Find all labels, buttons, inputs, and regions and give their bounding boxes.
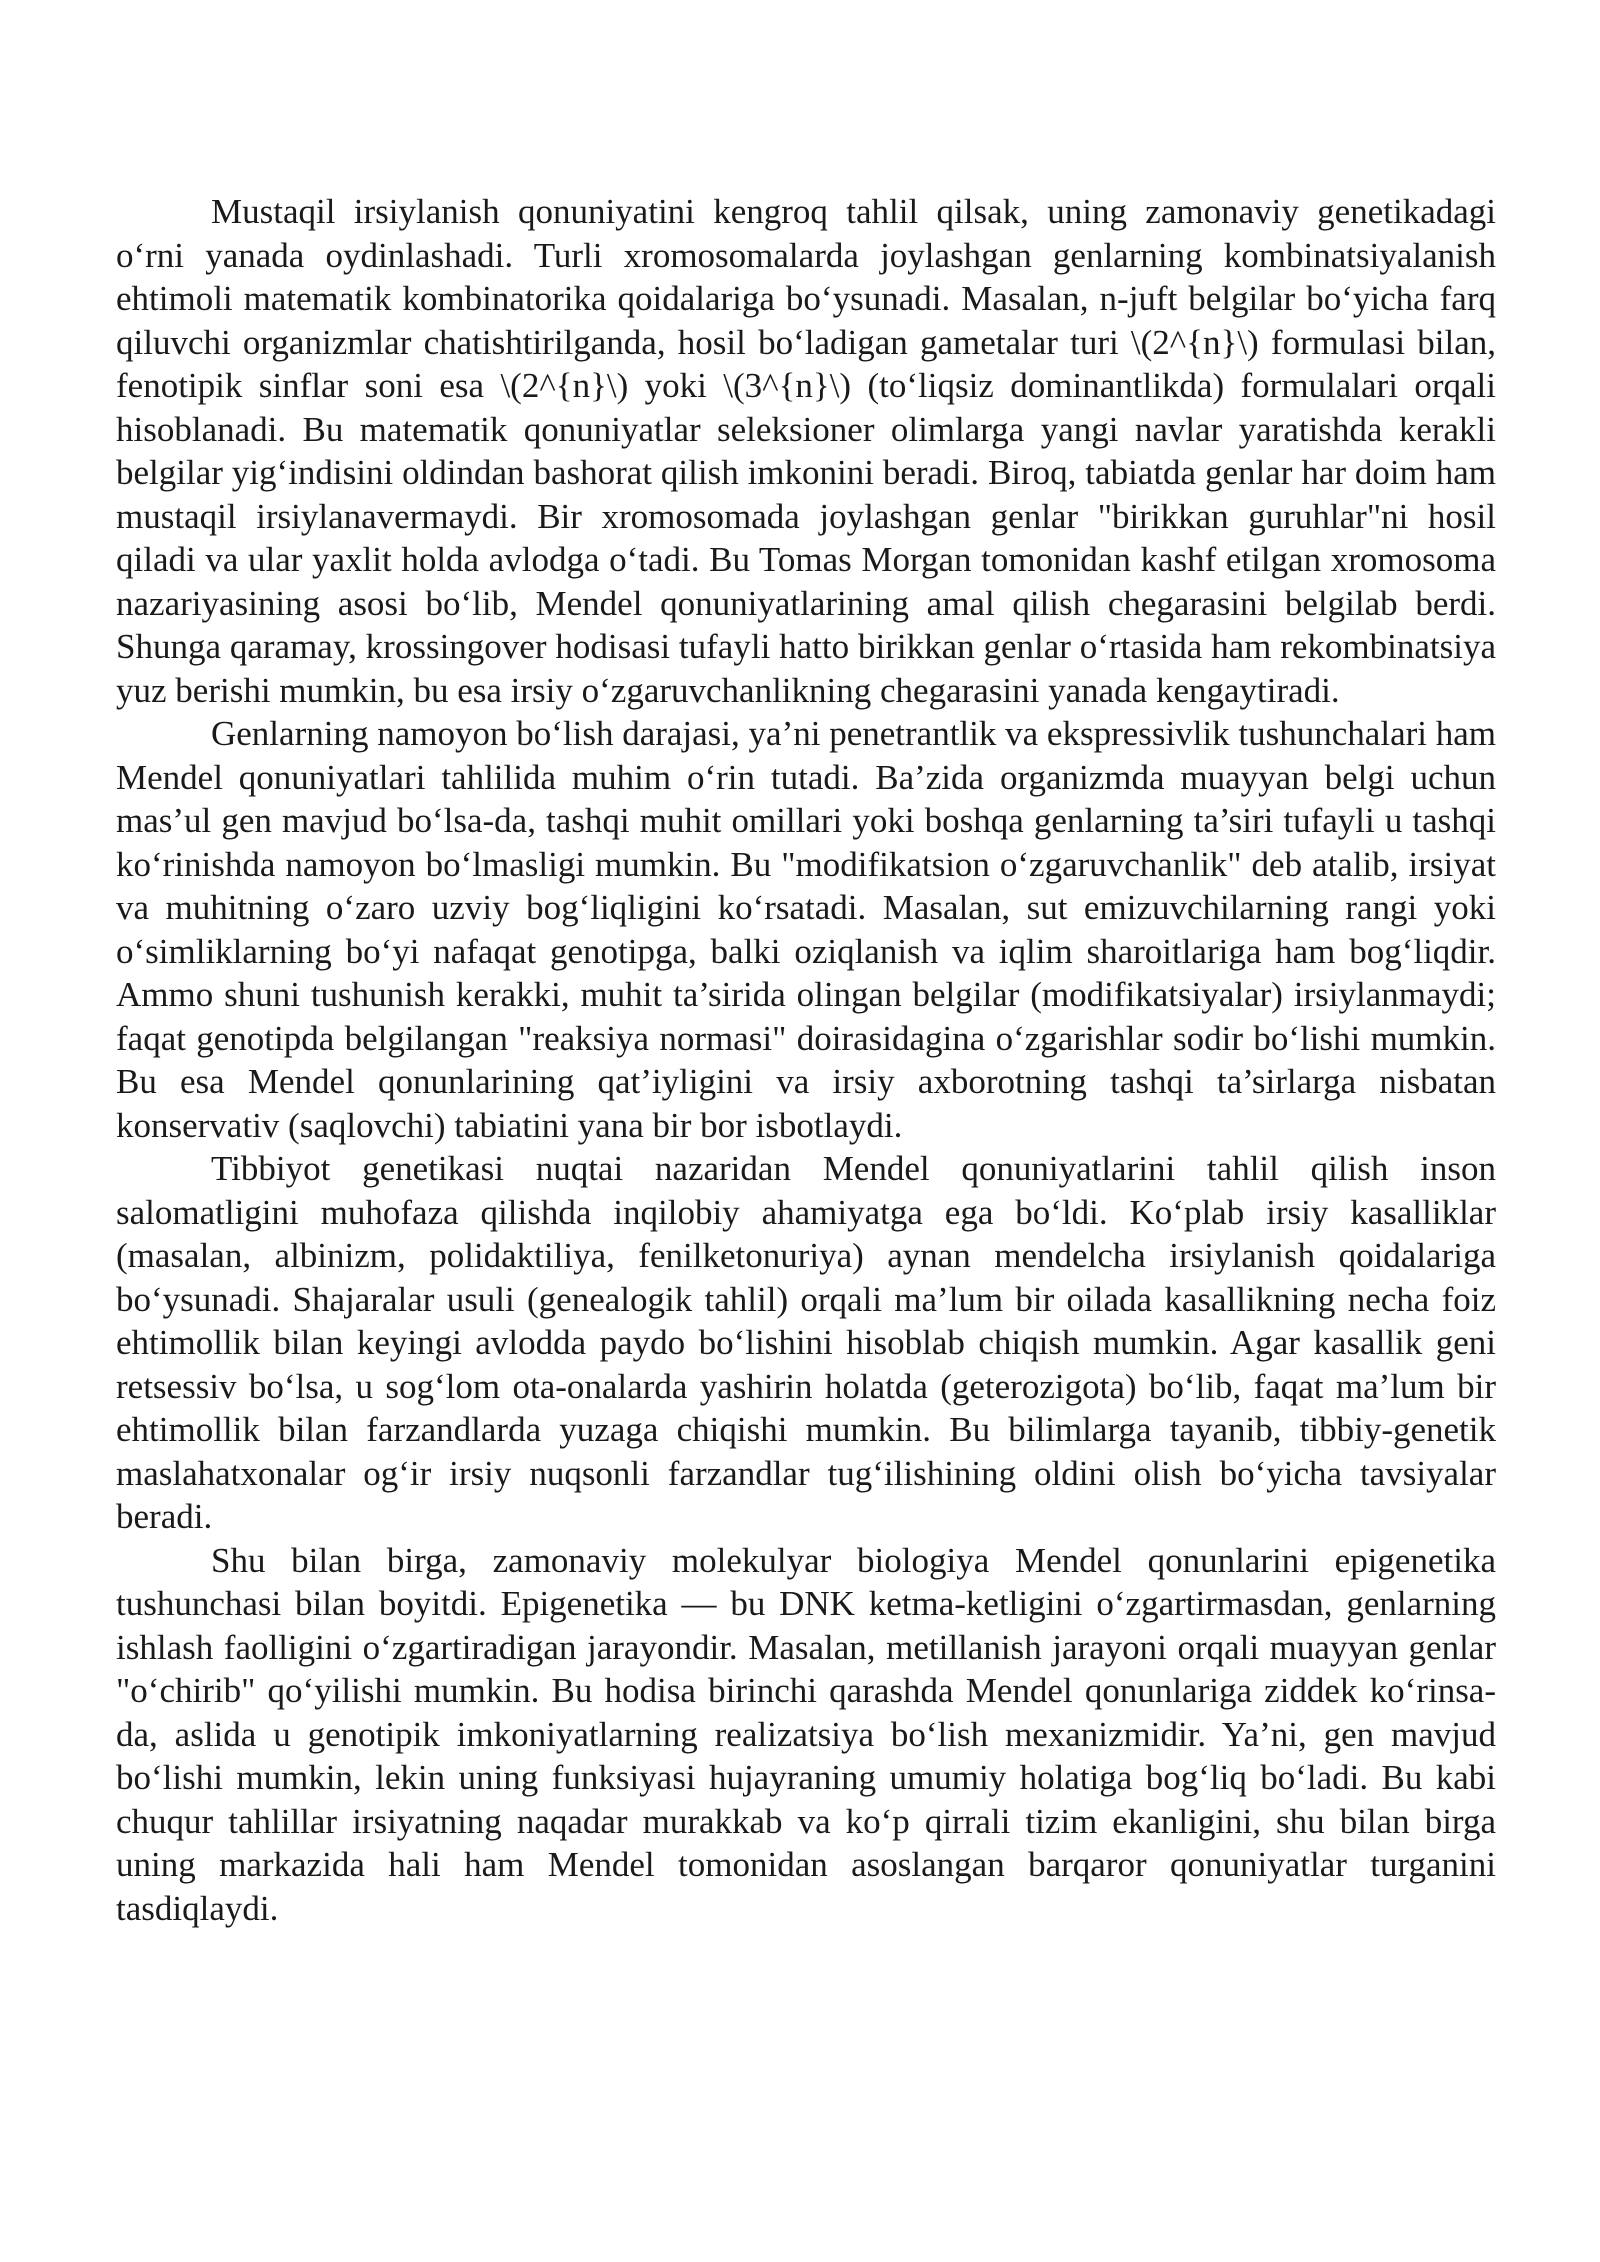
document-body [116,190,1496,1930]
paragraph-medical-genetics: Tibbiyot genetikasi nuqtai nazaridan Mendel qonuniyatlarini tahlil qilish inson salomatligini muhofaza qilishda inqilobiy ahamiyatga ega bo‘ldi. Ko‘plab irsiy kasalliklar (masalan, albinizm, polidaktiliya, fenilketonuriya) aynan mendelcha irsiylanish qoidalariga bo‘ysunadi. Shajaralar usuli (genealogik tahlil) orqali ma’lum bir oilada kasallikning necha foiz ehtimollik bilan keyingi avlodda paydo bo‘lishini hisoblab chiqish mumkin. Agar kasallik geni retsessiv bo‘lsa, u sog‘lom ota-onalarda yashirin holatda (geterozigota) bo‘lib, faqat ma’lum bir ehtimollik bilan farzandlarda yuzaga chiqishi mumkin. Bu bilimlarga tayanib, tibbiy-genetik maslahatxonalar og‘ir irsiy nuqsonli farzandlar tug‘ilishining oldini olish bo‘yicha tavsiyalar beradi. [116,1149,1496,1536]
paragraph-independent-inheritance: Mustaqil irsiylanish qonuniyatini kengroq tahlil qilsak, uning zamonaviy genetikadagi o‘rni yanada oydinlashadi. Turli xromosomalarda joylashgan genlarning kombinatsiyalanish ehtimoli matematik kombinatorika qoidalariga bo‘ysunadi. Masalan, n-juft belgilar bo‘yicha farq qiluvchi organizmlar chatishtirilganda, hosil bo‘ladigan gametalar turi \(2^{n}\) formulasi bilan, fenotipik sinflar soni esa \(2^{n}\) yoki \(3^{n}\) (to‘liqsiz dominantlikda) formulalari orqali hisoblanadi. Bu matematik qonuniyatlar seleksioner olimlarga yangi navlar yaratishda kerakli belgilar yig‘indisini oldindan bashorat qilish imkonini beradi. Biroq, tabiatda genlar har doim ham mustaqil irsiylanavermaydi. Bir xromosomada joylashgan genlar "birikkan guruhlar"ni hosil qiladi va ular yaxlit holda avlodga o‘tadi. Bu Tomas Morgan tomonidan kashf etilgan xromosoma nazariyasining asosi bo‘lib, Mendel qonuniyatlarining amal qilish chegarasini belgilab berdi. Shunga qaramay, krossingover hodisasi tufayli hatto birikkan genlar o‘rtasida ham rekombinatsiya yuz berishi mumkin, bu esa irsiy o‘zgaruvchanlikning chegarasini yanada kengaytiradi. [116,192,1496,710]
paragraph-epigenetics: Shu bilan birga, zamonaviy molekulyar biologiya Mendel qonunlarini epigenetika tushunchasi bilan boyitdi. Epigenetika — bu DNK ketma-ketligini o‘zgartirmasdan, genlarning ishlash faolligini o‘zgartiradigan jarayondir. Masalan, metillanish jarayoni orqali muayyan genlar "o‘chirib" qo‘yilishi mumkin. Bu hodisa birinchi qarashda Mendel qonunlariga ziddek ko‘rinsa-da, aslida u genotipik imkoniyatlarning realizatsiya bo‘lish mexanizmidir. Ya’ni, gen mavjud bo‘lishi mumkin, lekin uning funksiyasi hujayraning umumiy holatiga bog‘liq bo‘ladi. Bu kabi chuqur tahlillar irsiyatning naqadar murakkab va ko‘p qirrali tizim ekanligini, shu bilan birga uning markazida hali ham Mendel tomonidan asoslangan barqaror qonuniyatlar turganini tasdiqlaydi. [116,1540,1496,1928]
paragraph-penetrance-expressivity: Genlarning namoyon bo‘lish darajasi, ya’ni penetrantlik va ekspressivlik tushunchalari ham Mendel qonuniyatlari tahlilida muhim o‘rin tutadi. Ba’zida organizmda muayyan belgi uchun mas’ul gen mavjud bo‘lsa-da, tashqi muhit omillari yoki boshqa genlarning ta’siri tufayli u tashqi ko‘rinishda namoyon bo‘lmasligi mumkin. Bu "modifikatsion o‘zgaruvchanlik" deb atalib, irsiyat va muhitning o‘zaro uzviy bog‘liqligini ko‘rsatadi. Masalan, sut emizuvchilarning rangi yoki o‘simliklarning bo‘yi nafaqat genotipga, balki oziqlanish va iqlim sharoitlariga ham bog‘liqdir. Ammo shuni tushunish kerakki, muhit ta’sirida olingan belgilar (modifikatsiyalar) irsiylanmaydi; faqat genotipda belgilangan "reaksiya normasi" doirasidagina o‘zgarishlar sodir bo‘lishi mumkin. Bu esa Mendel qonunlarining qat’iyligini va irsiy axborotning tashqi ta’sirlarga nisbatan konservativ (saqlovchi) tabiatini yana bir bor isbotlaydi. [116,714,1496,1145]
